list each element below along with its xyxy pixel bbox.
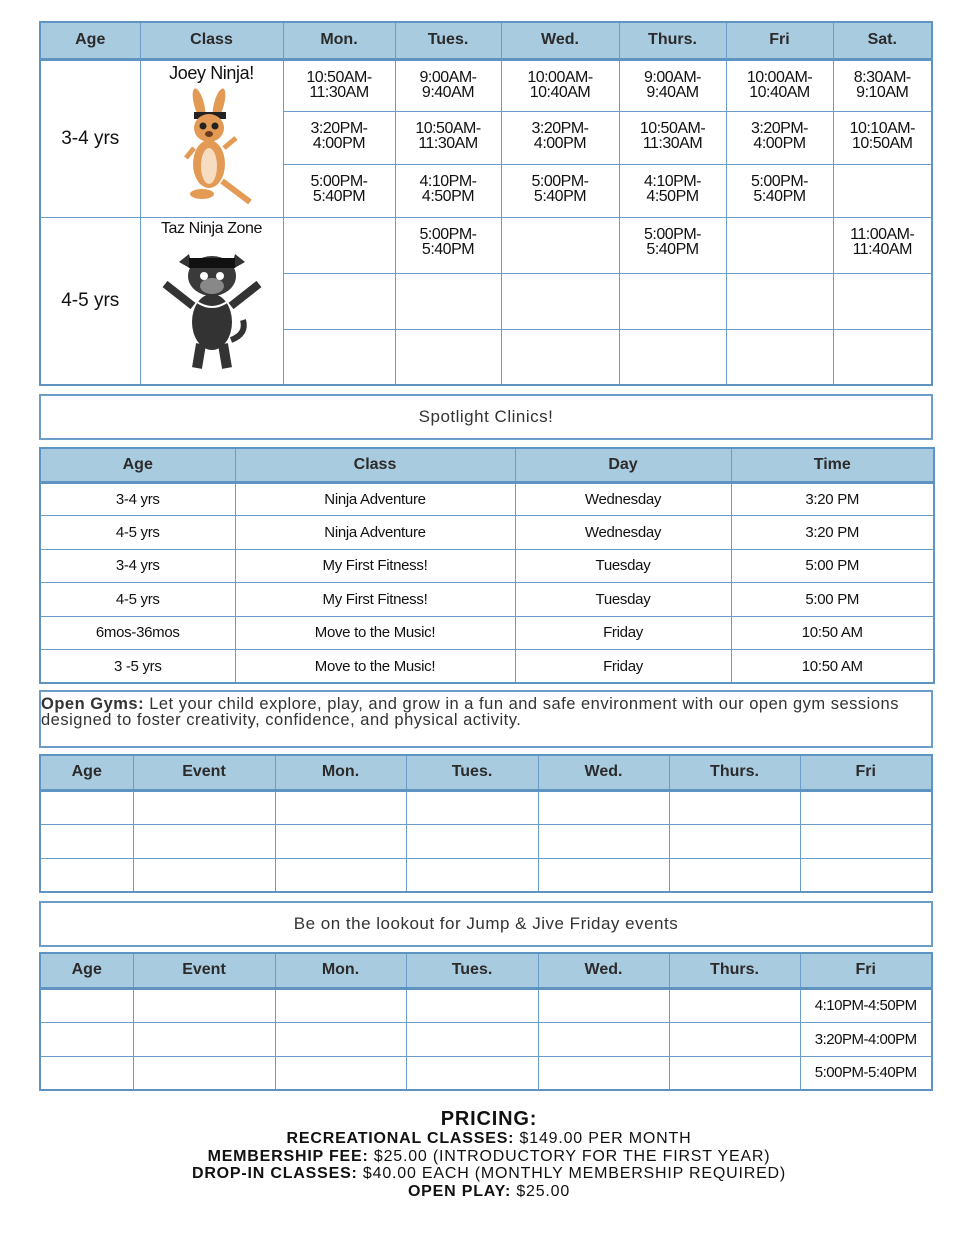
clinic-cell: 4-5 yrs <box>40 583 235 617</box>
time-slot: 10:00AM- 10:40AM <box>501 59 619 111</box>
header-3: Tues. <box>395 22 501 59</box>
open-gyms-label: Open Gyms: <box>41 695 145 713</box>
time-slot: 11:00AM- 11:40AM <box>833 217 932 273</box>
clinic-cell: Tuesday <box>515 583 731 617</box>
time-slot: 9:00AM- 9:40AM <box>395 59 501 111</box>
event-cell <box>538 1022 669 1056</box>
event-cell <box>800 790 932 824</box>
clinic-cell: Friday <box>515 616 731 650</box>
event-cell <box>275 790 406 824</box>
event-cell <box>40 988 133 1022</box>
event-cell <box>538 988 669 1022</box>
clinic-cell: My First Fitness! <box>235 549 515 583</box>
header-6: Fri <box>726 22 833 59</box>
jump_jive-header: Thurs. <box>669 953 800 988</box>
time-slot: 3:20PM- 4:00PM <box>726 111 833 164</box>
time-slot: 10:10AM- 10:50AM <box>833 111 932 164</box>
event-row <box>40 1056 932 1090</box>
clinic-row <box>40 650 934 684</box>
time-slot: 10:00AM- 10:40AM <box>726 59 833 111</box>
schedule-row <box>40 59 932 111</box>
class-cell <box>140 59 283 217</box>
jump-jive-title: Be on the lookout for Jump & Jive Friday events <box>39 901 933 947</box>
event-cell <box>669 858 800 892</box>
event-row <box>40 1022 932 1056</box>
time-slot: 5:00PM- 5:40PM <box>501 164 619 217</box>
jump_jive-header: Event <box>133 953 275 988</box>
clinic-cell: 10:50 AM <box>731 616 934 650</box>
clinic-cell: 3 -5 yrs <box>40 650 235 684</box>
open-gyms-table <box>39 754 933 893</box>
jump_jive-header: Tues. <box>406 953 538 988</box>
event-cell <box>669 988 800 1022</box>
jump_jive-header: Age <box>40 953 133 988</box>
jump_jive-header: Wed. <box>538 953 669 988</box>
clinic-cell: 6mos-36mos <box>40 616 235 650</box>
event-cell <box>133 790 275 824</box>
pricing-line <box>0 1183 978 1201</box>
time-slot: 5:00PM- 5:40PM <box>726 164 833 217</box>
schedule-row <box>40 217 932 273</box>
clinic-cell: Ninja Adventure <box>235 482 515 516</box>
event-cell <box>40 790 133 824</box>
header-2: Mon. <box>283 22 395 59</box>
time-slot: 8:30AM- 9:10AM <box>833 59 932 111</box>
event-cell <box>538 858 669 892</box>
pricing-value: $40.00 EACH (MONTHLY MEMBERSHIP REQUIRED) <box>357 1165 787 1182</box>
class-schedule <box>39 21 933 386</box>
event-cell <box>275 1022 406 1056</box>
header-5: Thurs. <box>619 22 726 59</box>
event-cell <box>133 824 275 858</box>
clinic-row <box>40 482 934 516</box>
clinic-cell: 3-4 yrs <box>40 482 235 516</box>
clinic-row <box>40 549 934 583</box>
time-slot <box>726 329 833 385</box>
pricing-label: RECREATIONAL CLASSES: <box>286 1130 515 1147</box>
event-cell <box>133 988 275 1022</box>
header-1: Class <box>140 22 283 59</box>
event-cell <box>40 824 133 858</box>
open_gyms-header: Fri <box>800 755 932 790</box>
event-row <box>40 790 932 824</box>
time-slot <box>501 217 619 273</box>
clinic-cell: Friday <box>515 650 731 684</box>
event-cell: 5:00PM-5:40PM <box>800 1056 932 1090</box>
clinic-cell: 3-4 yrs <box>40 549 235 583</box>
event-cell <box>275 858 406 892</box>
clinic-cell: 5:00 PM <box>731 583 934 617</box>
pricing-value: $149.00 PER MONTH <box>514 1130 692 1147</box>
pricing-title: PRICING: <box>440 1108 538 1130</box>
event-cell <box>538 1056 669 1090</box>
clinic-cell: Wednesday <box>515 482 731 516</box>
spotlight-header: Day <box>515 448 731 482</box>
time-slot <box>501 273 619 329</box>
header-4: Wed. <box>501 22 619 59</box>
header-7: Sat. <box>833 22 932 59</box>
event-cell <box>669 1056 800 1090</box>
time-slot <box>395 273 501 329</box>
open_gyms-header: Event <box>133 755 275 790</box>
event-cell <box>800 858 932 892</box>
event-cell <box>40 1022 133 1056</box>
event-cell <box>800 824 932 858</box>
time-slot: 10:50AM- 11:30AM <box>283 59 395 111</box>
event-row <box>40 988 932 1022</box>
jump-jive-table <box>39 952 933 1091</box>
event-cell <box>275 988 406 1022</box>
pricing-label: OPEN PLAY: <box>407 1182 512 1200</box>
time-slot: 4:10PM- 4:50PM <box>619 164 726 217</box>
clinic-cell: 5:00 PM <box>731 549 934 583</box>
event-cell <box>275 824 406 858</box>
pricing-value: $25.00 <box>511 1182 571 1200</box>
pricing-line <box>0 1165 978 1183</box>
time-slot <box>619 273 726 329</box>
clinic-cell: My First Fitness! <box>235 583 515 617</box>
open_gyms-header: Thurs. <box>669 755 800 790</box>
pricing-value: $25.00 (INTRODUCTORY FOR THE FIRST YEAR) <box>368 1147 771 1165</box>
event-row <box>40 824 932 858</box>
clinic-cell: Wednesday <box>515 516 731 550</box>
event-cell <box>133 858 275 892</box>
kangaroo-mascot-icon <box>172 86 252 206</box>
time-slot: 10:50AM- 11:30AM <box>395 111 501 164</box>
event-cell <box>40 858 133 892</box>
time-slot: 4:10PM- 4:50PM <box>395 164 501 217</box>
event-cell <box>669 1022 800 1056</box>
event-cell <box>406 988 538 1022</box>
clinic-row <box>40 616 934 650</box>
event-cell <box>669 790 800 824</box>
event-cell <box>406 1022 538 1056</box>
pricing-line <box>0 1130 978 1148</box>
age-cell: 4-5 yrs <box>40 217 140 385</box>
clinic-cell: Ninja Adventure <box>235 516 515 550</box>
time-slot <box>283 273 395 329</box>
time-slot <box>833 273 932 329</box>
event-cell <box>538 824 669 858</box>
spotlight-header: Age <box>40 448 235 482</box>
spotlight-title: Spotlight Clinics! <box>39 394 933 440</box>
time-slot <box>283 217 395 273</box>
event-cell <box>133 1022 275 1056</box>
event-cell <box>275 1056 406 1090</box>
clinic-cell: 10:50 AM <box>731 650 934 684</box>
time-slot <box>395 329 501 385</box>
jump_jive-header: Mon. <box>275 953 406 988</box>
open_gyms-header: Tues. <box>406 755 538 790</box>
time-slot <box>833 329 932 385</box>
clinic-cell: 3:20 PM <box>731 482 934 516</box>
open-gyms-description <box>39 690 933 748</box>
time-slot <box>726 217 833 273</box>
open_gyms-header: Mon. <box>275 755 406 790</box>
clinic-cell: Move to the Music! <box>235 650 515 684</box>
pricing-label: MEMBERSHIP FEE: <box>207 1147 369 1165</box>
time-slot: 3:20PM- 4:00PM <box>501 111 619 164</box>
time-slot <box>833 164 932 217</box>
time-slot <box>619 329 726 385</box>
open_gyms-header: Age <box>40 755 133 790</box>
clinic-row <box>40 516 934 550</box>
time-slot <box>726 273 833 329</box>
age-cell: 3-4 yrs <box>40 59 140 217</box>
time-slot: 10:50AM- 11:30AM <box>619 111 726 164</box>
class-cell <box>140 217 283 385</box>
tasmanian-devil-mascot-icon <box>157 244 267 374</box>
event-cell <box>406 790 538 824</box>
event-cell <box>40 1056 133 1090</box>
open-gyms-text: Let your child explore, play, and grow in a fun and safe environment with our open gym sessions designed to foster creativity, confidence, and physical activity. <box>41 695 899 729</box>
time-slot: 9:00AM- 9:40AM <box>619 59 726 111</box>
event-cell <box>133 1056 275 1090</box>
event-row <box>40 858 932 892</box>
clinic-cell: Tuesday <box>515 549 731 583</box>
class-name: Taz Ninja Zone <box>160 219 263 237</box>
pricing-label: DROP-IN CLASSES: <box>191 1165 358 1182</box>
event-cell: 4:10PM-4:50PM <box>800 988 932 1022</box>
pricing-line <box>0 1148 978 1166</box>
clinic-cell: 4-5 yrs <box>40 516 235 550</box>
time-slot <box>283 329 395 385</box>
event-cell <box>406 824 538 858</box>
event-cell <box>538 790 669 824</box>
pricing <box>0 1108 978 1200</box>
time-slot: 5:00PM- 5:40PM <box>619 217 726 273</box>
clinic-cell: Move to the Music! <box>235 616 515 650</box>
spotlight-header: Time <box>731 448 934 482</box>
class-name: Joey Ninja! <box>169 62 254 83</box>
event-cell <box>406 1056 538 1090</box>
spotlight-table <box>39 447 933 684</box>
time-slot: 3:20PM- 4:00PM <box>283 111 395 164</box>
clinic-row <box>40 583 934 617</box>
time-slot <box>501 329 619 385</box>
event-cell <box>669 824 800 858</box>
event-cell: 3:20PM-4:00PM <box>800 1022 932 1056</box>
spotlight-header: Class <box>235 448 515 482</box>
time-slot: 5:00PM- 5:40PM <box>395 217 501 273</box>
event-cell <box>406 858 538 892</box>
time-slot: 5:00PM- 5:40PM <box>283 164 395 217</box>
jump_jive-header: Fri <box>800 953 932 988</box>
open_gyms-header: Wed. <box>538 755 669 790</box>
header-0: Age <box>40 22 140 59</box>
clinic-cell: 3:20 PM <box>731 516 934 550</box>
